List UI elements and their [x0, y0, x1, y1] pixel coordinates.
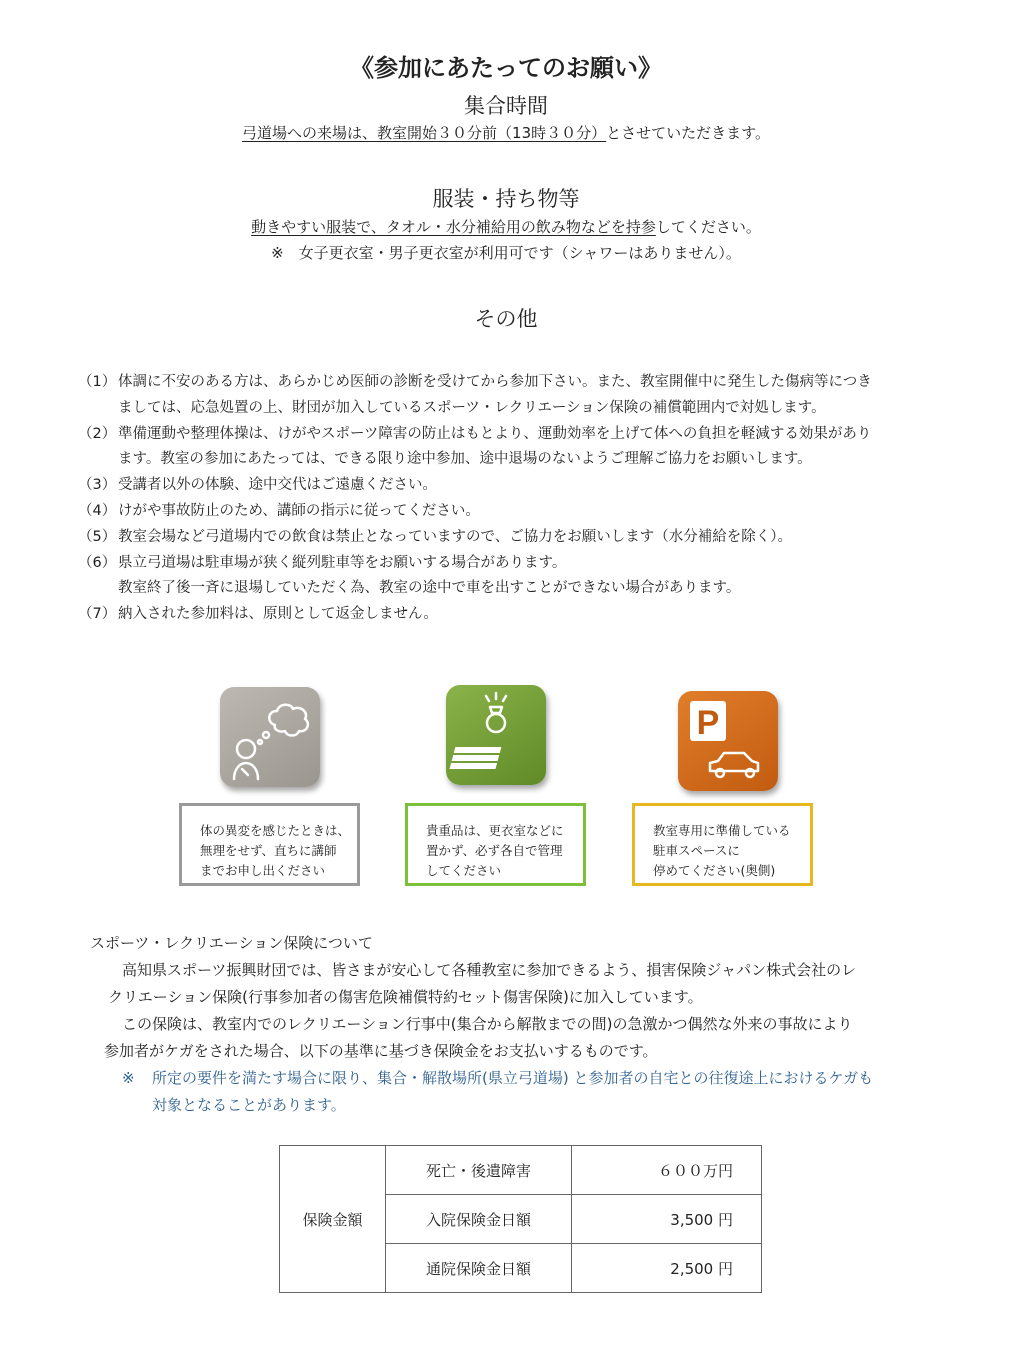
list-item: （1） 体調に不安のある方は、あらかじめ医師の診断を受けてから参加下さい。また、教室開催中に発生した傷病等につき: [78, 374, 872, 390]
attire-line: [0, 216, 1012, 237]
table-row: 保険金額 死亡・後遺障害 ６００万円: [280, 1146, 762, 1195]
person-thinking-icon: [220, 687, 320, 787]
other-list: [78, 370, 958, 628]
insurance-note: ※ 所定の要件を満たす場合に限り、集合・解散場所(県立弓道場) と参加者の自宅との往復途上におけるケガも: [122, 1069, 874, 1087]
table-row: 入院保険金日額 3,500 円: [280, 1195, 762, 1244]
health-note-card: 体の異変を感じたときは、 無理をせず、直ちに講師 までお申し出ください: [179, 803, 360, 886]
insurance-section: スポーツ・レクリエーション保険について 高知県スポーツ振興財団では、皆さまが安心して各種教室に参加できるよう、損害保険ジャパン株式会社のレ クリエーション保険(行事参加者の傷害危険補償特約セット傷害保険)に加入しています。 この保険は、教室内でのレクリエーション行事中(集合から解散までの間)の急激かつ偶然な外来の事故により 参加者がケガをされた場合、以下の基準に基づき保険金をお支払いするものです。 ※ 所定の要件を満たす場合に限り、集合・解散場所(県立弓道場) と参加者の自宅との往復途上におけるケガも 対象となることがあります。: [90, 930, 950, 1119]
list-item: （7） 納入された参加料は、原則として返金しません。: [78, 606, 438, 623]
valuables-note-card: 貴重品は、更衣室などに 置かず、必ず各自で管理 してください: [405, 803, 586, 886]
gather-underlined-text: 弓道場への来場は、教室開始３０分前（13時３０分）: [242, 124, 607, 142]
list-item: （3） 受講者以外の体験、途中交代はご遠慮ください。: [78, 477, 437, 494]
table-row: 通院保険金日額 2,500 円: [280, 1244, 762, 1293]
parking-car-icon: [678, 691, 778, 791]
list-item: （2） 準備運動や整理体操は、けがやスポーツ障害の防止はもとより、運動効率を上げて体への負担を軽減する効果があり: [78, 425, 872, 442]
page-title: 《参加にあたってのお願い》: [350, 54, 662, 82]
gather-heading: 集合時間: [464, 94, 548, 118]
list-item-continuation: ます。教室の参加にあたっては、できる限り途中参加、途中退場のないようご理解ご協力をお願いします。: [118, 451, 812, 468]
gather-line: [0, 122, 1012, 143]
list-item-continuation: ましては、応急処置の上、財団が加入しているスポーツ・レクリエーション保険の補償範囲内で対処します。: [118, 399, 826, 416]
parking-note-card: 教室専用に準備している 駐車スペースに 停めてください(奥側): [632, 803, 813, 886]
list-item: （5） 教室会場など弓道場内での飲食は禁止となっていますので、ご協力をお願いします（水分補給を除く）。: [78, 528, 792, 545]
list-item-continuation: 教室終了後一斉に退場していただく為、教室の途中で車を出すことができない場合があります。: [118, 580, 741, 597]
insurance-table: [279, 1145, 762, 1293]
list-item: （4） けがや事故防止のため、講師の指示に従ってください。: [78, 502, 480, 519]
svg-text:P: P: [696, 704, 720, 742]
list-item: （6） 県立弓道場は駐車場が狭く縦列駐車等をお願いする場合があります。: [78, 554, 567, 571]
table-row-header: 保険金額: [280, 1146, 386, 1293]
valuables-icon: [446, 685, 546, 785]
insurance-heading: スポーツ・レクリエーション保険について: [90, 934, 373, 952]
attire-underlined-text: 動きやすい服装で、タオル・水分補給用の飲み物などを持参: [251, 218, 656, 236]
attire-heading: 服装・持ち物等: [432, 187, 580, 211]
gather-rest-text: とさせていただきます。: [606, 124, 770, 142]
other-heading: その他: [474, 307, 538, 331]
attire-note: ※ 女子更衣室・男子更衣室が利用可です（シャワーはありません）。: [271, 244, 741, 262]
attire-rest-text: してください。: [655, 218, 761, 236]
